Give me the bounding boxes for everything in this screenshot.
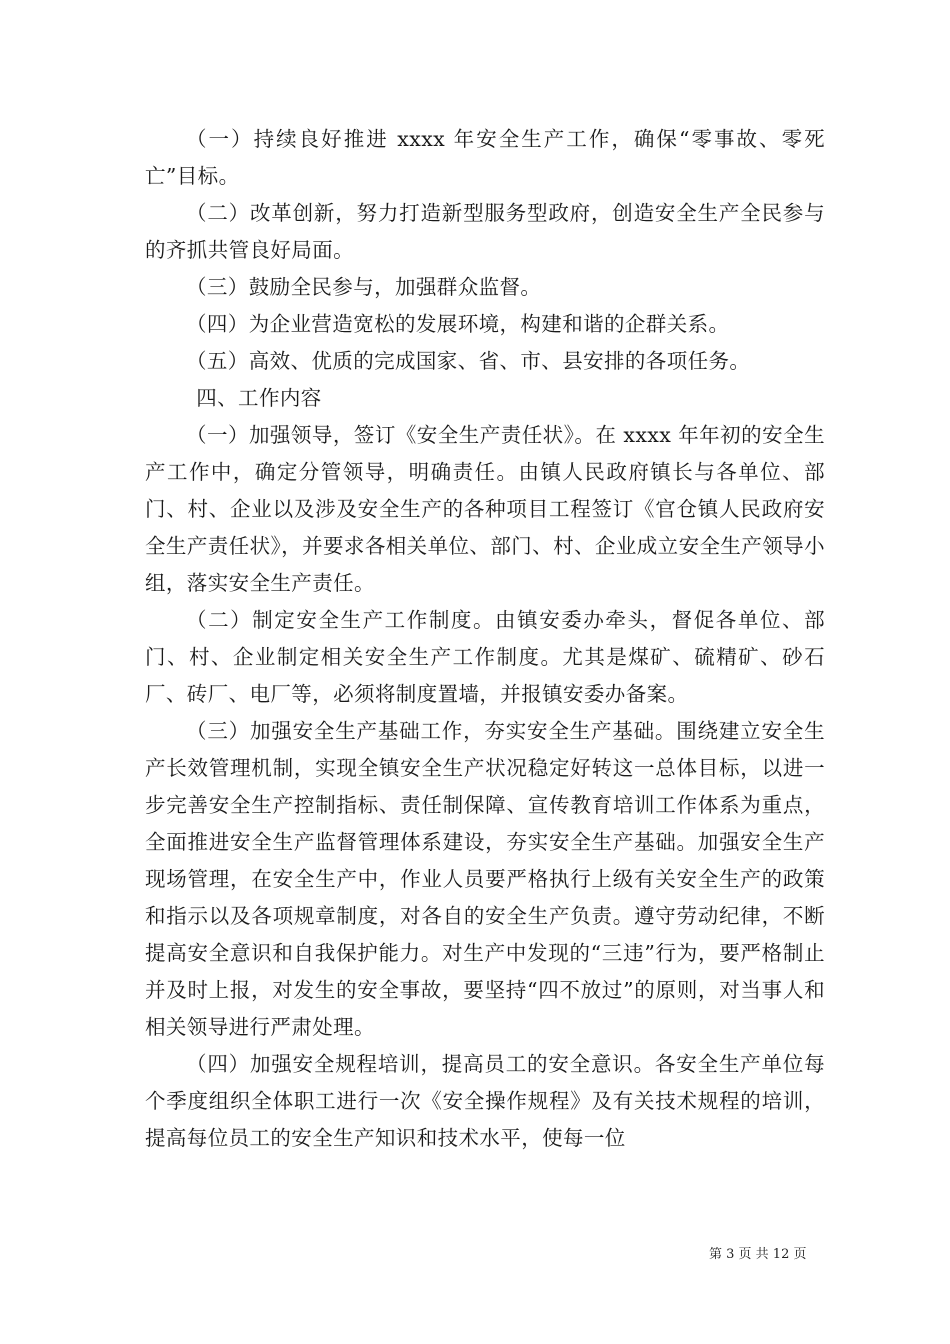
- section-heading: 四、工作内容: [196, 386, 322, 410]
- document-body: [145, 121, 825, 1157]
- paragraph-content-2: （二）制定安全生产工作制度。由镇安委办牵头，督促各单位、部门、村、企业制定相关安全生产工作制度。尤其是煤矿、硫精矿、砂石厂、砖厂、电厂等，必须将制度置墙，并报镇安委办备案。: [145, 608, 825, 706]
- paragraph-goal-3: （三）鼓励全民参与，加强群众监督。: [186, 275, 542, 299]
- paragraph-goal-5: （五）高效、优质的完成国家、省、市、县安排的各项任务。: [186, 349, 751, 373]
- paragraph-content-4: （四）加强安全规程培训，提高员工的安全意识。各安全生产单位每个季度组织全体职工进行一次《安全操作规程》及有关技术规程的培训，提高每位员工的安全生产知识和技术水平，使每一位: [145, 1052, 825, 1150]
- paragraph-content-3: （三）加强安全生产基础工作，夯实安全生产基础。围绕建立安全生产长效管理机制，实现全镇安全生产状况稳定好转这一总体目标，以进一步完善安全生产控制指标、责任制保障、宣传教育培训工作体系为重点，全面推进安全生产监督管理体系建设，夯实安全生产基础。加强安全生产现场管理，在安全生产中，作业人员要严格执行上级有关安全生产的政策和指示以及各项规章制度，对各自的安全生产负责。遵守劳动纪律，不断提高安全意识和自我保护能力。对生产中发现的“三违”行为，要严格制止并及时上报，对发生的安全事故，要坚持“四不放过”的原则，对当事人和相关领导进行严肃处理。: [145, 719, 825, 1039]
- page-number-footer: 第 3 页 共 12 页: [709, 1247, 807, 1262]
- paragraph-content-1: （一）加强领导，签订《安全生产责任状》。在 xxxx 年年初的安全生产工作中，确定分管领导，明确责任。由镇人民政府镇长与各单位、部门、村、企业以及涉及安全生产的各种项目工程签订《官仓镇人民政府安全生产责任状》，并要求各相关单位、部门、村、企业成立安全生产领导小组，落实安全生产责任。: [145, 423, 825, 595]
- paragraph-goal-2: （二）改革创新，努力打造新型服务型政府，创造安全生产全民参与的齐抓共管良好局面。: [145, 201, 825, 262]
- paragraph-goal-1: （一）持续良好推进 xxxx 年安全生产工作，确保“零事故、零死亡”目标。: [145, 127, 825, 188]
- paragraph-goal-4: （四）为企业营造宽松的发展环境，构建和谐的企群关系。: [186, 312, 730, 336]
